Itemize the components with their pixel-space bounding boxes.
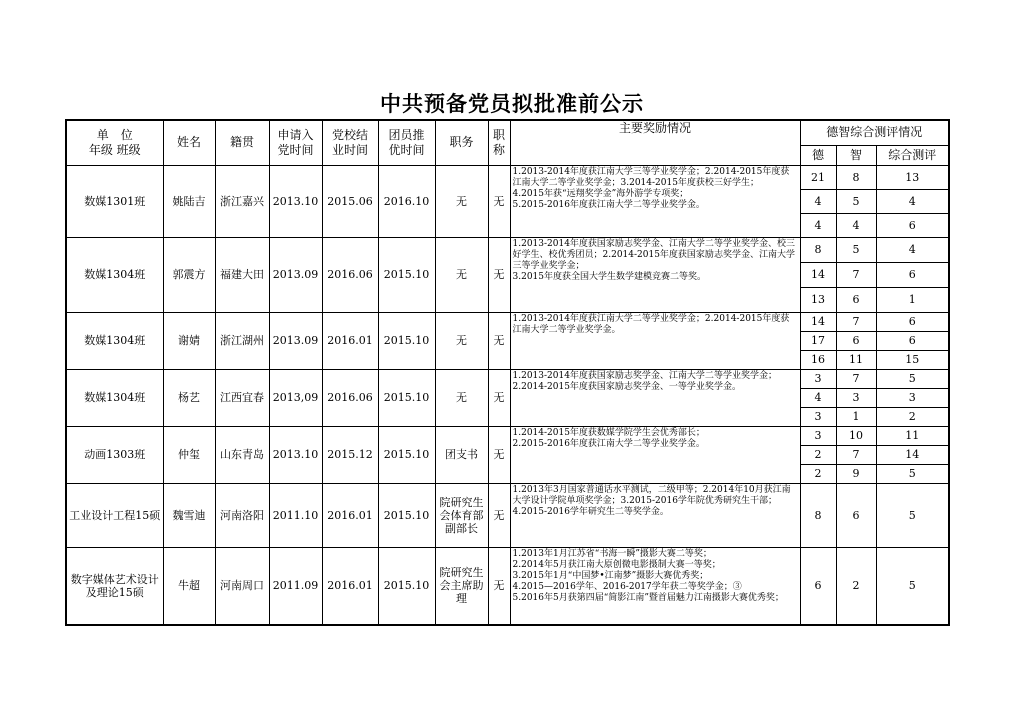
party-school-time-cell: 2016.06 <box>322 369 378 426</box>
eval-total-cell: 3 <box>876 388 949 407</box>
name-cell: 杨艺 <box>163 369 215 426</box>
unit-cell: 数媒1304班 <box>66 237 163 312</box>
league-time-cell: 2015.10 <box>378 369 435 426</box>
post-cell: 无 <box>435 369 488 426</box>
unit-cell: 工业设计工程15硕 <box>66 483 163 547</box>
award-line: 1.2013年1月江苏省“书海一瞬”摄影大赛二等奖； <box>512 548 712 559</box>
eval-total-cell: 6 <box>876 331 949 350</box>
rank-cell: 无 <box>488 369 510 426</box>
eval-de-cell: 6 <box>800 547 836 625</box>
unit-cell: 动画1303班 <box>66 426 163 483</box>
apply-time-cell: 2011.10 <box>269 483 322 547</box>
award-line: 2.2014-2015年度获国家励志奖学金、一等学业奖学金。 <box>512 381 741 392</box>
unit-cell: 数媒1301班 <box>66 165 163 237</box>
unit-cell: 数媒1304班 <box>66 312 163 369</box>
eval-zhi-cell: 5 <box>836 189 876 213</box>
award-line: 4.2015年获“远翔奖学金”海外游学专项奖； <box>512 188 689 199</box>
award-line: 4.2015—2016学年、2016-2017学年获二等奖学金；③ <box>512 581 742 592</box>
table-row <box>66 426 949 445</box>
award-line: 5.2016年5月获第四届“简影江南”暨首届魅力江南摄影大赛优秀奖； <box>512 592 784 603</box>
page-title: 中共预备党员拟批准前公示 <box>380 92 644 116</box>
eval-zhi-cell: 3 <box>836 388 876 407</box>
award-line: 2.2014年5月获江南大原创微电影摄制大赛一等奖； <box>512 559 721 570</box>
award-line: 5.2015-2016年度获江南大学二等学业奖学金。 <box>512 199 705 210</box>
eval-de-cell: 4 <box>800 189 836 213</box>
eval-zhi-cell: 6 <box>836 287 876 312</box>
origin-cell: 浙江嘉兴 <box>215 165 269 237</box>
award-line: 1.2013-2014年度获江南大学二等学业奖学金；2.2014-2015年度获江南大学二等学业奖学金。 <box>512 313 790 335</box>
awards-cell <box>510 426 800 483</box>
rank-cell: 无 <box>488 165 510 237</box>
eval-total-cell: 5 <box>876 547 949 625</box>
eval-total-cell: 5 <box>876 483 949 547</box>
apply-time-cell: 2013.09 <box>269 312 322 369</box>
origin-cell: 河南洛阳 <box>215 483 269 547</box>
post-cell: 院研究生会主席助理 <box>435 547 488 625</box>
eval-zhi-cell: 5 <box>836 237 876 262</box>
league-time-cell: 2015.10 <box>378 237 435 312</box>
unit-cell: 数媒1304班 <box>66 369 163 426</box>
name-cell: 谢婧 <box>163 312 215 369</box>
award-line: 1.2013-2014年度获江南大学三等学业奖学金；2.2014-2015年度获江南大学二等学业奖学金；3.2014-2015年度获校三好学生； <box>512 166 790 188</box>
eval-total-cell: 6 <box>876 213 949 237</box>
header-league-time: 团员推 优时间 <box>378 120 435 165</box>
award-line: 1.2013-2014年度获国家励志奖学金、江南大学二等学业奖学金； <box>512 370 777 381</box>
header-unit: 单 位 年级 班级 <box>66 120 163 165</box>
eval-zhi-cell: 10 <box>836 426 876 445</box>
eval-zhi-cell: 7 <box>836 445 876 464</box>
post-cell: 无 <box>435 165 488 237</box>
eval-total-cell: 15 <box>876 350 949 369</box>
league-time-cell: 2015.10 <box>378 547 435 625</box>
header-de: 德 <box>800 145 836 165</box>
eval-de-cell: 16 <box>800 350 836 369</box>
origin-cell: 浙江湖州 <box>215 312 269 369</box>
league-time-cell: 2016.10 <box>378 165 435 237</box>
eval-de-cell: 3 <box>800 369 836 388</box>
eval-de-cell: 14 <box>800 262 836 287</box>
award-line: 1.2013年3月国家普通话水平测试，二级甲等；2.2014年10月获江南大学设计学院单项奖学金；3.2015-2016学年院优秀研究生干部； <box>512 484 791 506</box>
post-cell: 院研究生会体育部副部长 <box>435 483 488 547</box>
league-time-cell: 2015.10 <box>378 426 435 483</box>
origin-cell: 福建大田 <box>215 237 269 312</box>
eval-de-cell: 3 <box>800 407 836 426</box>
eval-zhi-cell: 4 <box>836 213 876 237</box>
post-cell: 无 <box>435 312 488 369</box>
eval-total-cell: 5 <box>876 369 949 388</box>
eval-de-cell: 8 <box>800 237 836 262</box>
eval-de-cell: 2 <box>800 445 836 464</box>
award-line: 2.2015-2016年度获江南大学二等学业奖学金。 <box>512 438 705 449</box>
eval-de-cell: 4 <box>800 213 836 237</box>
eval-zhi-cell: 9 <box>836 464 876 483</box>
header-awards: 主要奖励情况 <box>510 120 800 165</box>
header-origin: 籍贯 <box>215 120 269 165</box>
origin-cell: 江西宜春 <box>215 369 269 426</box>
header-name: 姓名 <box>163 120 215 165</box>
eval-total-cell: 5 <box>876 464 949 483</box>
header-rank: 职称 <box>488 120 510 165</box>
apply-time-cell: 2013.09 <box>269 237 322 312</box>
header-apply-time: 申请入 党时间 <box>269 120 322 165</box>
rank-cell: 无 <box>488 237 510 312</box>
eval-total-cell: 1 <box>876 287 949 312</box>
post-cell: 无 <box>435 237 488 312</box>
eval-zhi-cell: 8 <box>836 165 876 189</box>
awards-cell <box>510 237 800 312</box>
rank-cell: 无 <box>488 426 510 483</box>
table-row <box>66 165 949 189</box>
award-line: 3.2015年1月“中国梦•江南梦”摄影大赛优秀奖； <box>512 570 709 581</box>
origin-cell: 河南周口 <box>215 547 269 625</box>
header-post: 职务 <box>435 120 488 165</box>
party-school-time-cell: 2015.06 <box>322 165 378 237</box>
awards-cell <box>510 312 800 369</box>
header-total: 综合测评 <box>876 145 949 165</box>
party-school-time-cell: 2016.01 <box>322 312 378 369</box>
eval-total-cell: 6 <box>876 262 949 287</box>
table-row <box>66 237 949 262</box>
table-row <box>66 483 949 547</box>
apply-time-cell: 2011.09 <box>269 547 322 625</box>
party-school-time-cell: 2016.01 <box>322 547 378 625</box>
eval-de-cell: 13 <box>800 287 836 312</box>
origin-cell: 山东青岛 <box>215 426 269 483</box>
eval-de-cell: 17 <box>800 331 836 350</box>
rank-cell: 无 <box>488 547 510 625</box>
apply-time-cell: 2013.10 <box>269 165 322 237</box>
name-cell: 牛超 <box>163 547 215 625</box>
eval-total-cell: 11 <box>876 426 949 445</box>
apply-time-cell: 2013.10 <box>269 426 322 483</box>
eval-zhi-cell: 7 <box>836 369 876 388</box>
eval-de-cell: 4 <box>800 388 836 407</box>
awards-cell <box>510 547 800 625</box>
rank-cell: 无 <box>488 483 510 547</box>
name-cell: 郭震方 <box>163 237 215 312</box>
awards-cell <box>510 369 800 426</box>
party-school-time-cell: 2015.12 <box>322 426 378 483</box>
table-row <box>66 369 949 388</box>
eval-de-cell: 3 <box>800 426 836 445</box>
post-cell: 团支书 <box>435 426 488 483</box>
eval-zhi-cell: 7 <box>836 262 876 287</box>
name-cell: 魏雪迪 <box>163 483 215 547</box>
award-line: 1.2014-2015年度获数媒学院学生会优秀部长； <box>512 427 705 438</box>
eval-total-cell: 4 <box>876 189 949 213</box>
header-evaluation: 德智综合测评情况 <box>800 120 949 145</box>
award-line: 1.2013-2014年度获国家励志奖学金、江南大学二等学业奖学金、校三好学生、校优秀团员；2.2014-2015年度获国家励志奖学金、江南大学三等学业奖学金； <box>512 238 795 271</box>
rank-cell: 无 <box>488 312 510 369</box>
party-school-time-cell: 2016.06 <box>322 237 378 312</box>
name-cell: 姚陆吉 <box>163 165 215 237</box>
table-row <box>66 547 949 625</box>
eval-de-cell: 2 <box>800 464 836 483</box>
eval-de-cell: 14 <box>800 312 836 331</box>
eval-total-cell: 14 <box>876 445 949 464</box>
unit-cell: 数字媒体艺术设计及理论15硕 <box>66 547 163 625</box>
eval-zhi-cell: 6 <box>836 483 876 547</box>
announcement-table <box>65 119 950 626</box>
eval-zhi-cell: 6 <box>836 331 876 350</box>
eval-de-cell: 8 <box>800 483 836 547</box>
league-time-cell: 2015.10 <box>378 312 435 369</box>
eval-zhi-cell: 1 <box>836 407 876 426</box>
name-cell: 仲玺 <box>163 426 215 483</box>
apply-time-cell: 2013,09 <box>269 369 322 426</box>
eval-de-cell: 21 <box>800 165 836 189</box>
awards-cell <box>510 483 800 547</box>
league-time-cell: 2015.10 <box>378 483 435 547</box>
header-zhi: 智 <box>836 145 876 165</box>
eval-zhi-cell: 2 <box>836 547 876 625</box>
eval-total-cell: 2 <box>876 407 949 426</box>
eval-total-cell: 13 <box>876 165 949 189</box>
header-party-school-time: 党校结 业时间 <box>322 120 378 165</box>
eval-zhi-cell: 7 <box>836 312 876 331</box>
table-row <box>66 312 949 331</box>
eval-total-cell: 4 <box>876 237 949 262</box>
party-school-time-cell: 2016.01 <box>322 483 378 547</box>
eval-zhi-cell: 11 <box>836 350 876 369</box>
awards-cell <box>510 165 800 237</box>
eval-total-cell: 6 <box>876 312 949 331</box>
award-line: 3.2015年度获全国大学生数学建模竞赛二等奖。 <box>512 271 706 282</box>
award-line: 4.2015-2016学年研究生二等奖学金。 <box>512 506 669 517</box>
